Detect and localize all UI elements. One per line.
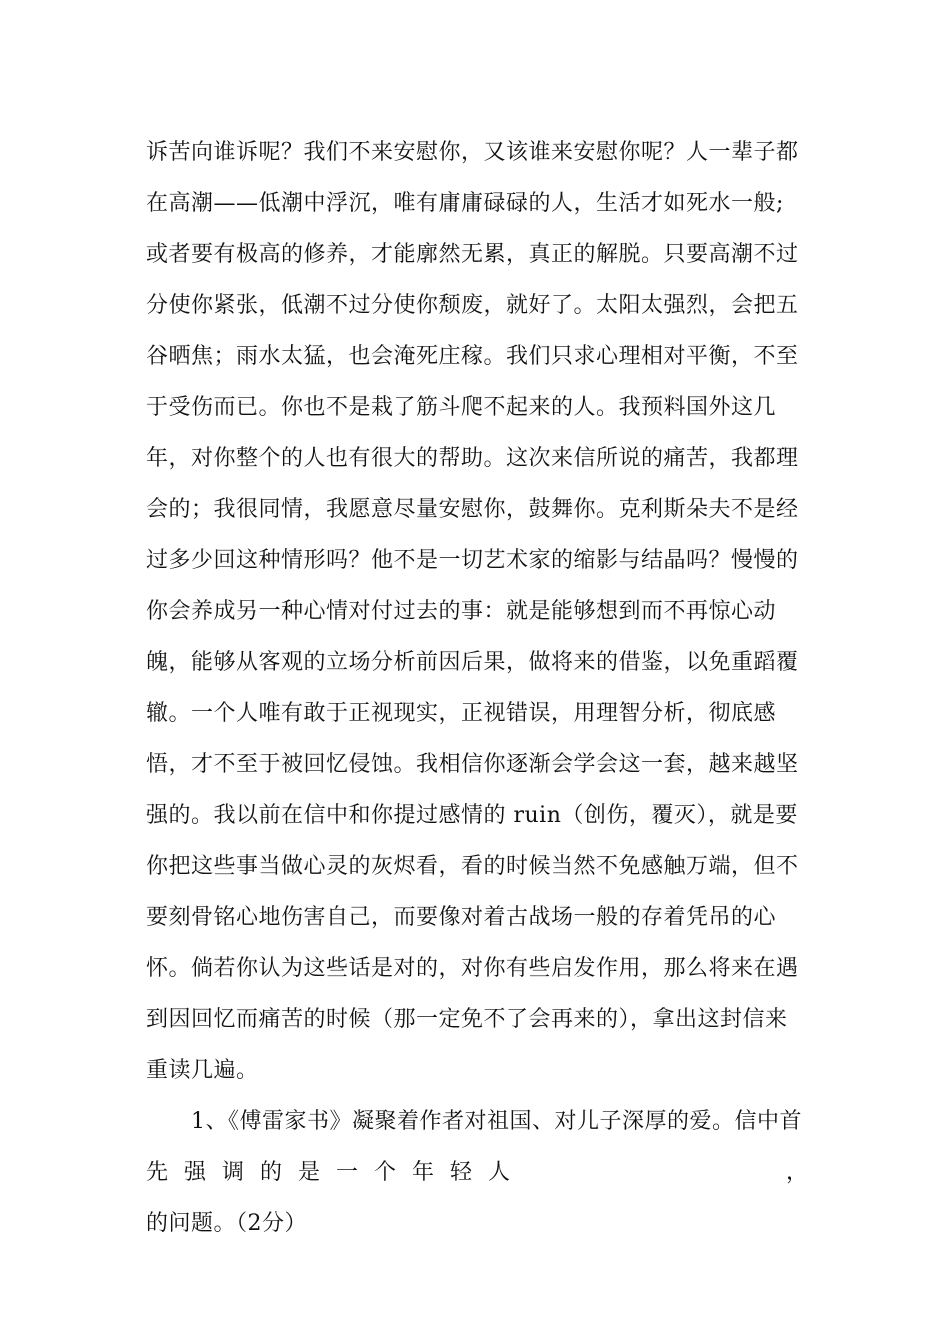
passage-line: 年，对你整个的人也有很大的帮助。这次来信所说的痛苦，我都理 — [146, 446, 799, 471]
passage-line: 你把这些事当做心灵的灰烬看，看的时候当然不免感触万端，但不 — [146, 854, 799, 879]
passage-line: 谷晒焦；雨水太猛，也会淹死庄稼。我们只求心理相对平衡，不至 — [146, 344, 799, 369]
passage-line: 魄，能够从客观的立场分析前因后果，做将来的借鉴，以免重蹈覆 — [146, 650, 799, 675]
passage-line: 于受伤而已。你也不是栽了筋斗爬不起来的人。我预料国外这几 — [146, 395, 777, 420]
passage-line: 会的；我很同情，我愿意尽量安慰你，鼓舞你。克利斯朵夫不是经 — [146, 497, 799, 522]
passage-line: 强的。我以前在信中和你提过感情的 ruin（创伤，覆灭），就是要 — [146, 803, 798, 828]
question-1-prompt: 先强调的是一个年轻人 — [146, 1160, 527, 1185]
question-1-line-2 — [146, 1147, 809, 1198]
passage-line: 分使你紧张，低潮不过分使你颓废，就好了。太阳太强烈，会把五 — [146, 293, 799, 318]
passage-line: 诉苦向谁诉呢？我们不来安慰你，又该谁来安慰你呢？人一辈子都 — [146, 140, 799, 165]
passage-line: 或者要有极高的修养，才能廓然无累，真正的解脱。只要高潮不过 — [146, 242, 799, 267]
passage-line: 重读几遍。 — [146, 1058, 259, 1083]
passage-line: 你会养成另一种心情对付过去的事：就是能够想到而不再惊心动 — [146, 599, 777, 624]
answer-blank-comma: ， — [786, 1160, 809, 1185]
question-1-line-1: 1、《傅雷家书》凝聚着作者对祖国、对儿子深厚的爱。信中首 — [191, 1109, 802, 1134]
passage-line: 过多少回这种情形吗？他不是一切艺术家的缩影与结晶吗？慢慢的 — [146, 548, 799, 573]
passage-line: 要刻骨铭心地伤害自己，而要像对着古战场一般的存着凭吊的心 — [146, 905, 777, 930]
passage-text — [146, 127, 809, 1249]
passage-line: 悟，才不至于被回忆侵蚀。我相信你逐渐会学会这一套，越来越坚 — [146, 752, 799, 777]
passage-line: 到因回忆而痛苦的时候（那一定免不了会再来的），拿出这封信来 — [146, 1007, 788, 1032]
passage-line: 辙。一个人唯有敢于正视现实，正视错误，用理智分析，彻底感 — [146, 701, 777, 726]
passage-line: 在高潮——低潮中浮沉，唯有庸庸碌碌的人，生活才如死水一般; — [146, 191, 784, 216]
question-1-line-3: 的问题。（2分） — [146, 1211, 307, 1236]
passage-line: 怀。倘若你认为这些话是对的，对你有些启发作用，那么将来在遇 — [146, 956, 799, 981]
